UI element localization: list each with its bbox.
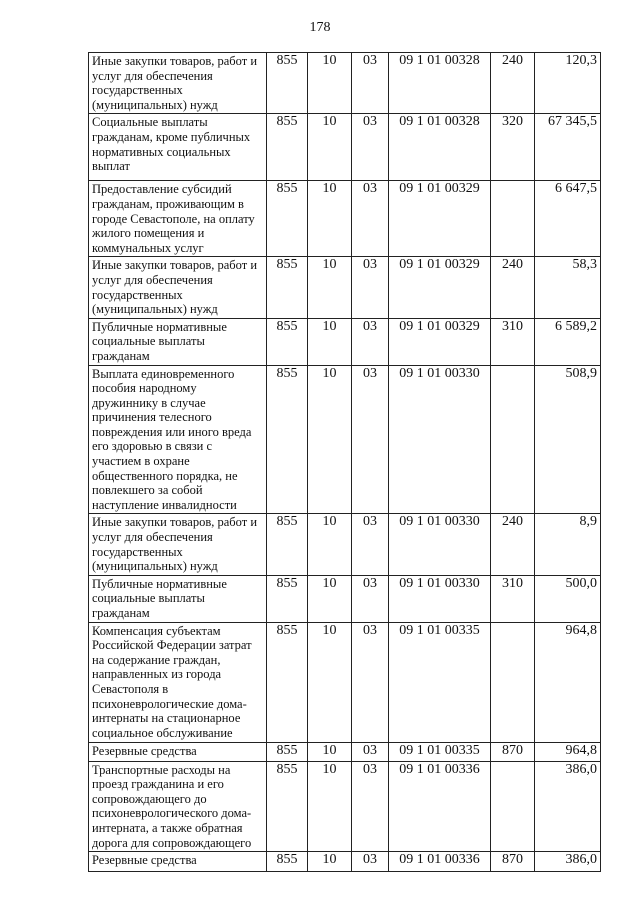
item-name-cell: Иные закупки товаров, работ и услуг для обеспечения государственных (муниципальных) нужд xyxy=(89,53,267,114)
target-article-cell: 09 1 01 00335 xyxy=(389,742,491,761)
section-code-cell: 10 xyxy=(308,622,352,742)
expense-type-cell: 870 xyxy=(491,852,535,872)
item-name-cell: Иные закупки товаров, работ и услуг для обеспечения государственных (муниципальных) нужд xyxy=(89,257,267,318)
section-code-cell: 10 xyxy=(308,852,352,872)
amount-cell: 120,3 xyxy=(535,53,601,114)
section-code-cell: 10 xyxy=(308,114,352,181)
target-article-cell: 09 1 01 00330 xyxy=(389,365,491,514)
subsection-code-cell: 03 xyxy=(352,365,389,514)
section-code-cell: 10 xyxy=(308,181,352,257)
amount-cell: 508,9 xyxy=(535,365,601,514)
target-article-cell: 09 1 01 00335 xyxy=(389,622,491,742)
item-name-cell: Резервные средства xyxy=(89,852,267,872)
expense-type-cell: 240 xyxy=(491,514,535,575)
item-name-cell: Иные закупки товаров, работ и услуг для обеспечения государственных (муниципальных) нужд xyxy=(89,514,267,575)
admin-code-cell: 855 xyxy=(267,852,308,872)
table-row xyxy=(89,318,601,365)
amount-cell: 964,8 xyxy=(535,622,601,742)
admin-code-cell: 855 xyxy=(267,761,308,852)
target-article-cell: 09 1 01 00328 xyxy=(389,114,491,181)
budget-table xyxy=(88,52,601,872)
subsection-code-cell: 03 xyxy=(352,514,389,575)
item-name-cell: Резервные средства xyxy=(89,742,267,761)
expense-type-cell: 310 xyxy=(491,575,535,622)
expense-type-cell xyxy=(491,181,535,257)
amount-cell: 6 647,5 xyxy=(535,181,601,257)
section-code-cell: 10 xyxy=(308,742,352,761)
target-article-cell: 09 1 01 00328 xyxy=(389,53,491,114)
admin-code-cell: 855 xyxy=(267,257,308,318)
item-name-cell: Компенсация субъектам Российской Федерации затрат на содержание граждан, направленных из города Севастополя в психоневрологические дома-интернаты на стационарное социальное обслуживание xyxy=(89,622,267,742)
subsection-code-cell: 03 xyxy=(352,852,389,872)
amount-cell: 964,8 xyxy=(535,742,601,761)
admin-code-cell: 855 xyxy=(267,53,308,114)
table-row xyxy=(89,742,601,761)
expense-type-cell xyxy=(491,622,535,742)
admin-code-cell: 855 xyxy=(267,114,308,181)
admin-code-cell: 855 xyxy=(267,622,308,742)
table-row xyxy=(89,761,601,852)
page-number: 178 xyxy=(309,20,331,35)
expense-type-cell: 310 xyxy=(491,318,535,365)
admin-code-cell: 855 xyxy=(267,742,308,761)
target-article-cell: 09 1 01 00336 xyxy=(389,852,491,872)
admin-code-cell: 855 xyxy=(267,365,308,514)
target-article-cell: 09 1 01 00329 xyxy=(389,257,491,318)
subsection-code-cell: 03 xyxy=(352,114,389,181)
expense-type-cell: 870 xyxy=(491,742,535,761)
table-row xyxy=(89,514,601,575)
subsection-code-cell: 03 xyxy=(352,318,389,365)
section-code-cell: 10 xyxy=(308,257,352,318)
section-code-cell: 10 xyxy=(308,575,352,622)
target-article-cell: 09 1 01 00330 xyxy=(389,514,491,575)
target-article-cell: 09 1 01 00329 xyxy=(389,181,491,257)
section-code-cell: 10 xyxy=(308,365,352,514)
item-name-cell: Предоставление субсидий гражданам, проживающим в городе Севастополе, на оплату жилого помещения и коммунальных услуг xyxy=(89,181,267,257)
admin-code-cell: 855 xyxy=(267,181,308,257)
item-name-cell: Транспортные расходы на проезд гражданина и его сопровождающего до психоневрологического дома-интерната, а также обратная дорога для сопровождающего xyxy=(89,761,267,852)
admin-code-cell: 855 xyxy=(267,514,308,575)
expense-type-cell xyxy=(491,365,535,514)
table-row xyxy=(89,181,601,257)
target-article-cell: 09 1 01 00336 xyxy=(389,761,491,852)
target-article-cell: 09 1 01 00330 xyxy=(389,575,491,622)
table-row xyxy=(89,575,601,622)
expense-type-cell: 240 xyxy=(491,53,535,114)
subsection-code-cell: 03 xyxy=(352,761,389,852)
table-row xyxy=(89,365,601,514)
amount-cell: 8,9 xyxy=(535,514,601,575)
item-name-cell: Публичные нормативные социальные выплаты гражданам xyxy=(89,575,267,622)
table-row xyxy=(89,114,601,181)
subsection-code-cell: 03 xyxy=(352,181,389,257)
subsection-code-cell: 03 xyxy=(352,742,389,761)
amount-cell: 500,0 xyxy=(535,575,601,622)
section-code-cell: 10 xyxy=(308,761,352,852)
subsection-code-cell: 03 xyxy=(352,575,389,622)
table-row xyxy=(89,257,601,318)
amount-cell: 6 589,2 xyxy=(535,318,601,365)
target-article-cell: 09 1 01 00329 xyxy=(389,318,491,365)
table-row xyxy=(89,53,601,114)
admin-code-cell: 855 xyxy=(267,575,308,622)
expense-type-cell: 240 xyxy=(491,257,535,318)
amount-cell: 67 345,5 xyxy=(535,114,601,181)
subsection-code-cell: 03 xyxy=(352,53,389,114)
table-body xyxy=(89,53,601,872)
subsection-code-cell: 03 xyxy=(352,257,389,318)
expense-type-cell xyxy=(491,761,535,852)
amount-cell: 386,0 xyxy=(535,761,601,852)
item-name-cell: Социальные выплаты гражданам, кроме публичных нормативных социальных выплат xyxy=(89,114,267,181)
amount-cell: 386,0 xyxy=(535,852,601,872)
expense-type-cell: 320 xyxy=(491,114,535,181)
section-code-cell: 10 xyxy=(308,318,352,365)
table-row xyxy=(89,852,601,872)
item-name-cell: Публичные нормативные социальные выплаты гражданам xyxy=(89,318,267,365)
admin-code-cell: 855 xyxy=(267,318,308,365)
table-row xyxy=(89,622,601,742)
subsection-code-cell: 03 xyxy=(352,622,389,742)
item-name-cell: Выплата единовременного пособия народному дружиннику в случае причинения телесного повреждения или иного вреда его здоровью в связи с участием в охране общественного порядка, не повлекшего за собой наступление инвалидности xyxy=(89,365,267,514)
section-code-cell: 10 xyxy=(308,53,352,114)
amount-cell: 58,3 xyxy=(535,257,601,318)
section-code-cell: 10 xyxy=(308,514,352,575)
